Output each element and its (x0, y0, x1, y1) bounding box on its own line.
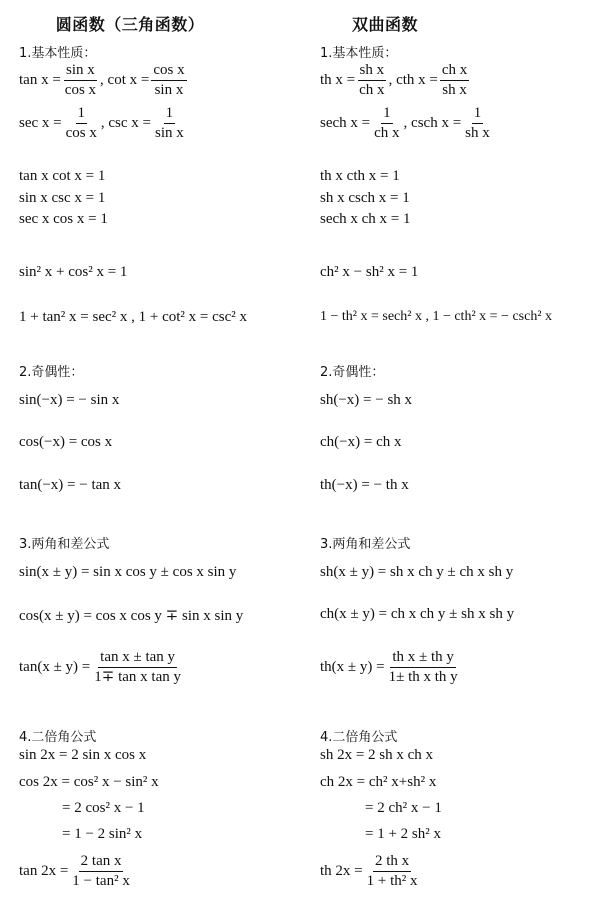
double-th-fraction (365, 853, 420, 890)
parity-th: th(−x) = − th x (320, 477, 409, 493)
parity-sin: sin(−x) = − sin x (19, 392, 120, 408)
double-tan-lhs: tan 2x = (19, 863, 69, 879)
sec-lhs: sec x = (19, 115, 62, 131)
sum-cos: cos(x ± y) = cos x cos y ∓ sin x sin y (19, 608, 244, 624)
numerator: 2 tan x (79, 853, 124, 872)
identity-sec-cos: sec x cos x = 1 (19, 211, 108, 227)
double-cos-alt2: = 1 − 2 sin² x (62, 826, 143, 842)
denominator: sin x (154, 82, 184, 98)
double-cos: cos 2x = cos² x − sin² x (19, 774, 159, 790)
double-sh: sh 2x = 2 sh x ch x (320, 747, 434, 763)
numerator: 2 th x (373, 853, 411, 872)
double-tan (19, 853, 134, 890)
th-lhs: th x = (320, 72, 356, 88)
parity-tan: tan(−x) = − tan x (19, 477, 122, 493)
csc-lhs: , csc x = (100, 115, 151, 131)
double-ch-alt2: = 1 + 2 sh² x (365, 826, 442, 842)
column-title: 圆函数（三角函数） (55, 15, 205, 34)
numerator: 1 (164, 105, 176, 124)
identity-sh-csch: sh x csch x = 1 (320, 190, 410, 206)
denominator: 1± th x th y (388, 669, 458, 685)
numerator: cos x (151, 62, 186, 81)
denominator: ch x (359, 82, 385, 98)
sech-fraction (372, 105, 401, 142)
numerator: tan x ± tan y (98, 649, 177, 668)
pythagorean-identity: sin² x + cos² x = 1 (19, 264, 128, 280)
double-ch-alt1: = 2 ch² x − 1 (365, 800, 442, 816)
column-title: 双曲函数 (351, 15, 418, 34)
double-sin: sin 2x = 2 sin x cos x (19, 747, 147, 763)
numerator: 1 (76, 105, 88, 124)
denominator: 1 − tan² x (72, 873, 130, 889)
sum-th (320, 649, 462, 686)
hyperbolic-identity-2: 1 − th² x = sech² x , 1 − cth² x = − csch² x (320, 309, 553, 324)
numerator: 1 (472, 105, 484, 124)
parity-ch: ch(−x) = ch x (320, 434, 402, 450)
csch-lhs: , csch x = (403, 115, 462, 131)
section-sum-difference: 3.两角和差公式 (320, 537, 411, 552)
cot-lhs: , cot x = (100, 72, 150, 88)
sum-tan (19, 649, 185, 686)
section-double-angle: 4.二倍角公式 (19, 730, 97, 745)
sech-csch-definition (320, 105, 494, 142)
sum-ch: ch(x ± y) = ch x ch y ± sh x sh y (320, 606, 515, 622)
parity-sh: sh(−x) = − sh x (320, 392, 413, 408)
identity-sech-ch: sech x ch x = 1 (320, 211, 411, 227)
section-sum-difference: 3.两角和差公式 (19, 537, 110, 552)
parity-cos: cos(−x) = cos x (19, 434, 113, 450)
sum-sin: sin(x ± y) = sin x cos y ± cos x sin y (19, 564, 237, 580)
double-th (320, 853, 422, 890)
denominator: 1 + th² x (366, 873, 418, 889)
numerator: ch x (440, 62, 469, 81)
double-tan-fraction (70, 853, 132, 890)
identity-sin-csc: sin x csc x = 1 (19, 190, 106, 206)
section-parity: 2.奇偶性： (19, 365, 84, 380)
sum-tan-fraction (92, 649, 183, 686)
sech-lhs: sech x = (320, 115, 371, 131)
denominator: sh x (442, 82, 467, 98)
hyperbolic-identity: ch² x − sh² x = 1 (320, 264, 419, 280)
numerator: sh x (358, 62, 387, 81)
denominator: 1∓ tan x tan y (94, 669, 181, 685)
tan-cot-definition (19, 62, 189, 99)
double-ch: ch 2x = ch² x+sh² x (320, 774, 437, 790)
double-cos-alt1: = 2 cos² x − 1 (62, 800, 145, 816)
numerator: sin x (64, 62, 97, 81)
identity-th-cth: th x cth x = 1 (320, 168, 400, 184)
identity-tan-cot: tan x cot x = 1 (19, 168, 106, 184)
tan-fraction (63, 62, 98, 99)
cot-fraction (151, 62, 186, 99)
section-basic-properties: 1.基本性质： (19, 46, 97, 61)
cth-fraction (440, 62, 469, 99)
section-double-angle: 4.二倍角公式 (320, 730, 398, 745)
denominator: sin x (155, 125, 184, 141)
numerator: 1 (381, 105, 393, 124)
section-parity: 2.奇偶性： (320, 365, 385, 380)
denominator: cos x (65, 125, 97, 141)
numerator: th x ± th y (390, 649, 456, 668)
section-basic-properties: 1.基本性质： (320, 46, 398, 61)
cth-lhs: , cth x = (388, 72, 438, 88)
tan-lhs: tan x = (19, 72, 61, 88)
th-fraction (357, 62, 386, 99)
sum-tan-lhs: tan(x ± y) = (19, 659, 91, 675)
csch-fraction (463, 105, 492, 142)
sum-th-fraction (387, 649, 460, 686)
csc-fraction (153, 105, 186, 142)
double-th-lhs: th 2x = (320, 863, 363, 879)
pythagorean-identity-2: 1 + tan² x = sec² x , 1 + cot² x = csc² x (19, 309, 248, 325)
denominator: sh x (465, 125, 490, 141)
denominator: cos x (64, 82, 97, 98)
sec-csc-definition (19, 105, 188, 142)
denominator: ch x (374, 125, 400, 141)
sum-sh: sh(x ± y) = sh x ch y ± ch x sh y (320, 564, 514, 580)
sec-fraction (64, 105, 99, 142)
sum-th-lhs: th(x ± y) = (320, 659, 385, 675)
th-cth-definition (320, 62, 471, 99)
